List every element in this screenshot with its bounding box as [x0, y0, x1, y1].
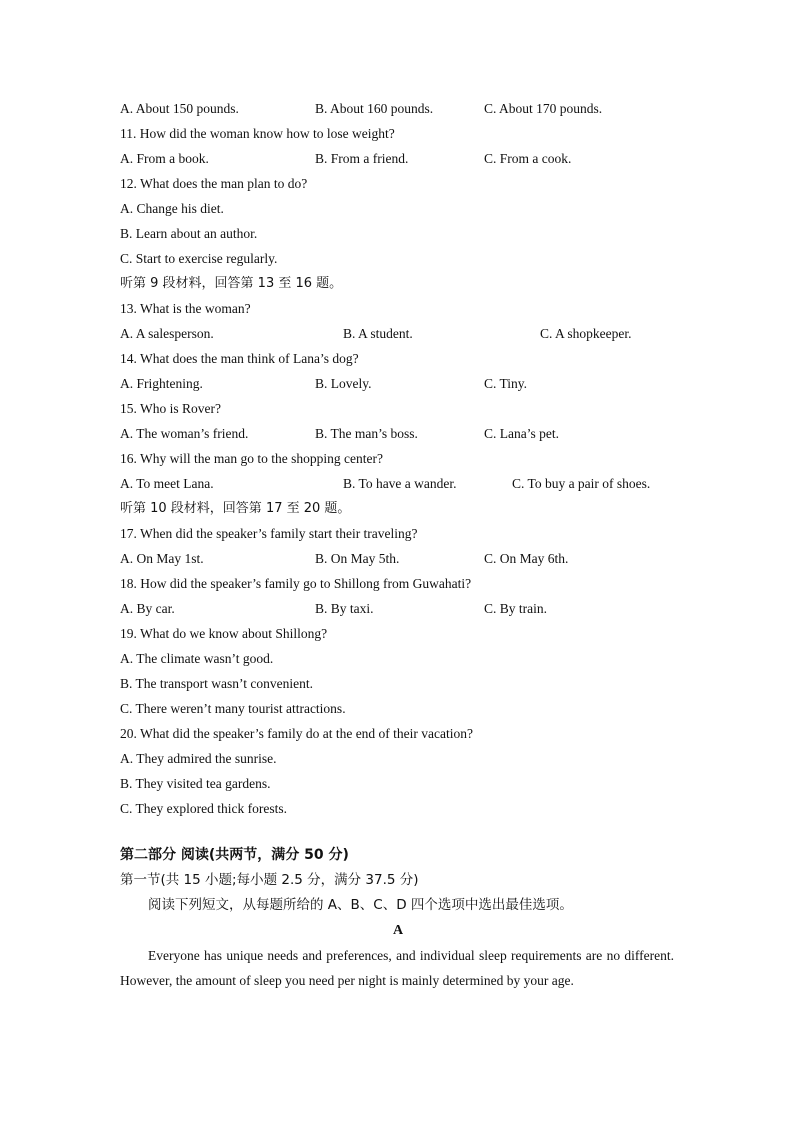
q11-option-c: C. From a cook.	[484, 151, 572, 166]
q16-options	[120, 471, 676, 496]
section-spacer	[120, 821, 676, 843]
passage-paragraph: Everyone has unique needs and preferences, and individual sleep requirements are no different. However, the amount of sleep you need per night is mainly determined by your age.	[120, 948, 674, 988]
q10-options	[120, 96, 676, 121]
q17-question: 17. When did the speaker’s family start their traveling?	[120, 526, 418, 541]
q16-option-b: B. To have a wander.	[343, 476, 457, 491]
material-9-heading: 听第 9 段材料，回答第 13 至 16 题。	[120, 276, 343, 291]
q16-option-c: C. To buy a pair of shoes.	[512, 476, 651, 491]
q15-option-a: A. The woman’s friend.	[120, 426, 249, 441]
part-2-title: 第二部分 阅读(共两节，满分 50 分)	[120, 847, 349, 863]
q18-question: 18. How did the speaker’s family go to Shillong from Guwahati?	[120, 576, 472, 591]
q10-option-a: A. About 150 pounds.	[120, 101, 239, 116]
passage-label: A	[392, 923, 404, 938]
q13-option-a: A. A salesperson.	[120, 326, 214, 341]
q13-option-b: B. A student.	[343, 326, 413, 341]
q19-question: 19. What do we know about Shillong?	[120, 626, 328, 641]
q11-option-b: B. From a friend.	[315, 151, 409, 166]
q16-option-a: A. To meet Lana.	[120, 476, 214, 491]
q17-option-a: A. On May 1st.	[120, 551, 204, 566]
q18-options	[120, 596, 676, 621]
q20-question: 20. What did the speaker’s family do at the end of their vacation?	[120, 726, 474, 741]
q20-option-c: C. They explored thick forests.	[120, 801, 287, 816]
q14-question: 14. What does the man think of Lana’s dog?	[120, 351, 359, 366]
q15-option-c: C. Lana’s pet.	[484, 426, 559, 441]
q14-option-b: B. Lovely.	[315, 376, 372, 391]
q14-option-c: C. Tiny.	[484, 376, 528, 391]
q20-option-b: B. They visited tea gardens.	[120, 776, 271, 791]
q12-option-b: B. Learn about an author.	[120, 226, 258, 241]
q13-option-c: C. A shopkeeper.	[540, 326, 632, 341]
reading-instruction: 阅读下列短文，从每题所给的 A、B、C、D 四个选项中选出最佳选项。	[148, 897, 573, 913]
q12-option-a: A. Change his diet.	[120, 201, 224, 216]
q12-question: 12. What does the man plan to do?	[120, 176, 308, 191]
q14-option-a: A. Frightening.	[120, 376, 203, 391]
exam-page	[120, 96, 676, 993]
q17-options	[120, 546, 676, 571]
q13-question: 13. What is the woman?	[120, 301, 251, 316]
q19-option-b: B. The transport wasn’t convenient.	[120, 676, 313, 691]
section-1-heading: 第一节(共 15 小题;每小题 2.5 分，满分 37.5 分)	[120, 872, 419, 888]
q18-option-b: B. By taxi.	[315, 601, 374, 616]
q10-option-b: B. About 160 pounds.	[315, 101, 434, 116]
q15-option-b: B. The man’s boss.	[315, 426, 418, 441]
q10-option-c: C. About 170 pounds.	[484, 101, 603, 116]
q18-option-a: A. By car.	[120, 601, 175, 616]
q17-option-b: B. On May 5th.	[315, 551, 400, 566]
q15-question: 15. Who is Rover?	[120, 401, 221, 416]
q20-option-a: A. They admired the sunrise.	[120, 751, 277, 766]
q17-option-c: C. On May 6th.	[484, 551, 569, 566]
q18-option-c: C. By train.	[484, 601, 547, 616]
material-10-heading: 听第 10 段材料，回答第 17 至 20 题。	[120, 501, 351, 516]
q19-option-a: A. The climate wasn’t good.	[120, 651, 274, 666]
q14-options	[120, 371, 676, 396]
q11-question: 11. How did the woman know how to lose weight?	[120, 126, 395, 141]
q15-options	[120, 421, 676, 446]
q16-question: 16. Why will the man go to the shopping center?	[120, 451, 383, 466]
q11-options	[120, 146, 676, 171]
q12-option-c: C. Start to exercise regularly.	[120, 251, 278, 266]
q13-options	[120, 321, 676, 346]
q11-option-a: A. From a book.	[120, 151, 209, 166]
q19-option-c: C. There weren’t many tourist attractions.	[120, 701, 346, 716]
